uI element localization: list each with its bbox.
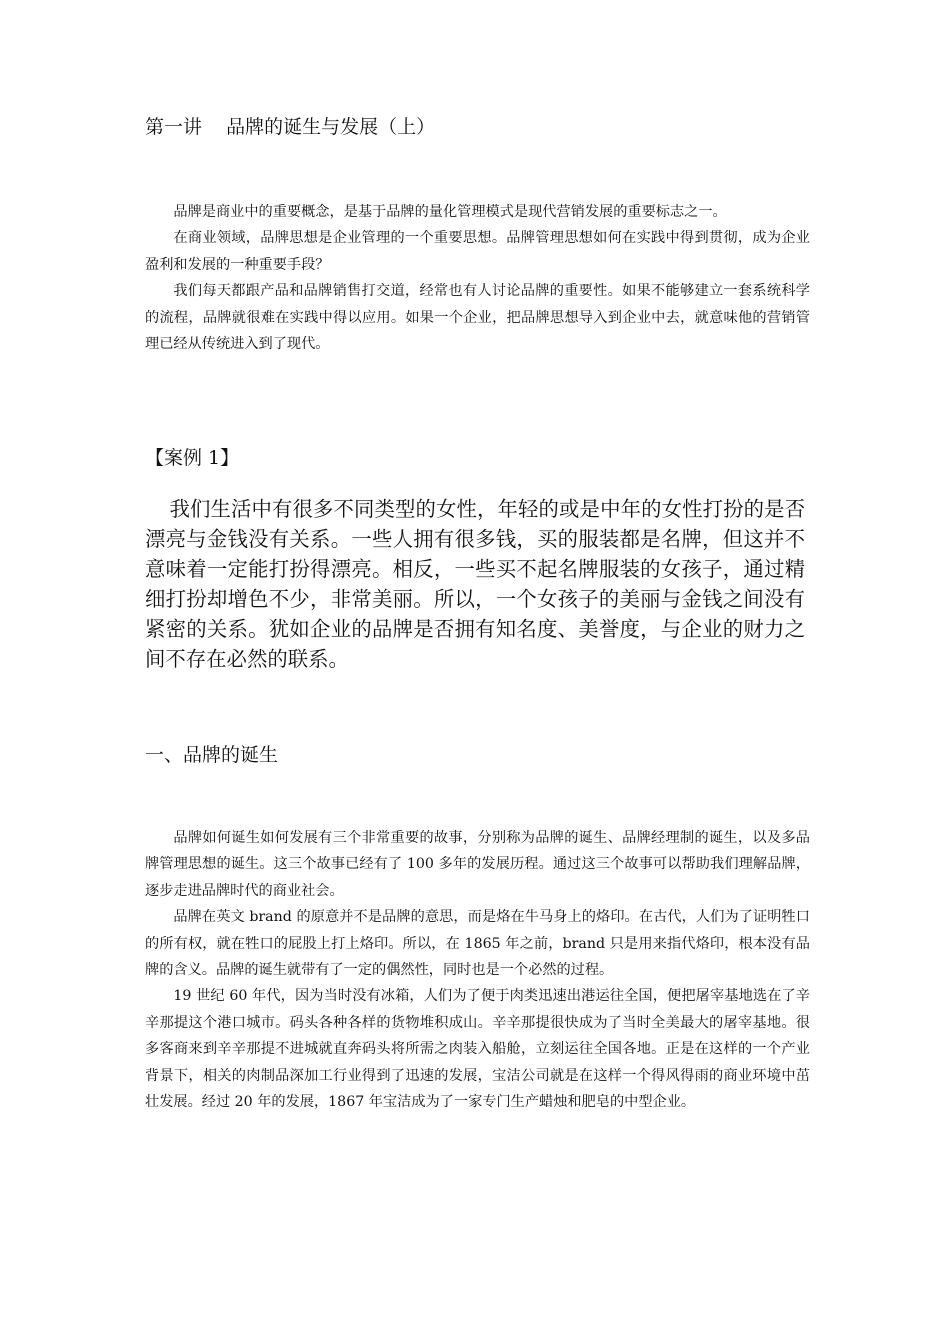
case-paragraph: 我们生活中有很多不同类型的女性，年轻的或是中年的女性打扮的是否漂亮与金钱没有关系。一些人拥有很多钱，买的服装都是名牌，但这并不意味着一定能打扮得漂亮。相反，一些买不起名牌服装的女孩子，通过精细打扮却增色不少，非常美丽。所以，一个女孩子的美丽与金钱之间没有紧密的关系。犹如企业的品牌是否拥有知名度、美誉度，与企业的财力之间不存在必然的联系。 [145, 497, 805, 671]
intro-paragraph-1: 品牌是商业中的重要概念，是基于品牌的量化管理模式是现代营销发展的重要标志之一。 [173, 204, 727, 220]
intro-paragraph-2: 在商业领域，品牌思想是企业管理的一个重要思想。品牌管理思想如何在实践中得到贯彻，成为企业盈利和发展的一种重要手段？ [145, 230, 810, 273]
intro-paragraph-3: 我们每天都跟产品和品牌销售打交道，经常也有人讨论品牌的重要性。如果不能够建立一套系统科学的流程，品牌就很难在实践中得以应用。如果一个企业，把品牌思想导入到企业中去，就意味他的营销管理已经从传统进入到了现代。 [145, 283, 810, 353]
case-section [145, 494, 805, 674]
lecture-title: 第一讲 品牌的诞生与发展（上） [145, 116, 436, 138]
section1-paragraph-1: 品牌如何诞生如何发展有三个非常重要的故事，分别称为品牌的诞生、品牌经理制的诞生，以及多品牌管理思想的诞生。这三个故事已经有了 100 多年的发展历程。通过这三个故事可以帮助我们理解品牌，逐步走进品牌时代的商业社会。 [145, 830, 810, 899]
section1-paragraph-3: 19 世纪 60 年代，因为当时没有冰箱，人们为了便于肉类迅速出港运往全国，便把屠宰基地选在了辛辛那提这个港口城市。码头各种各样的货物堆积成山。辛辛那提很快成为了当时全美最大的屠宰基地。很多客商来到辛辛那提不进城就直奔码头将所需之肉装入船舱，立刻运往全国各地。正是在这样的一个产业背景下，相关的肉制品深加工行业得到了迅速的发展，宝洁公司就是在这样一个得风得雨的商业环境中茁壮发展。经过 20 年的发展，1867 年宝洁成为了一家专门生产蜡烛和肥皂的中型企业。 [145, 988, 810, 1111]
case-label: 【案例 1】 [145, 447, 240, 469]
section-heading-brand-birth: 一、品牌的诞生 [145, 744, 279, 766]
intro-section [145, 199, 810, 357]
section1-body [145, 825, 810, 1115]
section1-paragraph-2: 品牌在英文 brand 的原意并不是品牌的意思，而是烙在牛马身上的烙印。在古代，人们为了证明牲口的所有权，就在牲口的屁股上打上烙印。所以，在 1865 年之前，brand 只是用来指代烙印，根本没有品牌的含义。品牌的诞生就带有了一定的偶然性，同时也是一个必然的过程。 [145, 909, 810, 979]
